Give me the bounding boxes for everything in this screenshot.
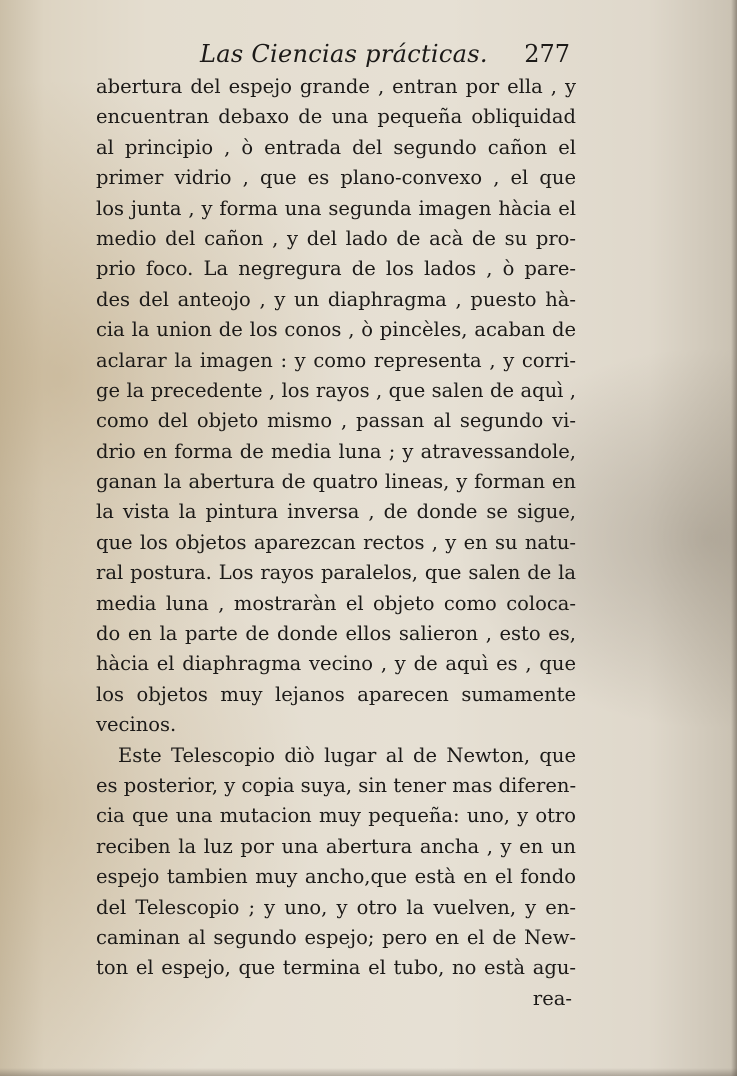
text-line: al principio , ò entrada del segundo cañon el	[96, 135, 576, 159]
catchword: rea-	[532, 986, 572, 1010]
text-line: los objetos muy lejanos aparecen sumamente	[96, 682, 576, 706]
text-line: abertura del espejo grande , entran por ella , y	[96, 75, 576, 98]
text-line: como del objeto mismo , passan al segundo vi-	[96, 409, 576, 433]
text-line: ge la precedente , los rayos , que salen de aquì ,	[96, 378, 576, 402]
text-line: ral postura. Los rayos paralelos, que salen de la	[96, 561, 576, 585]
text-line: cia la union de los conos , ò pincèles, acaban de	[96, 318, 576, 342]
text-line: des del anteojo , y un diaphragma , puesto hà-	[96, 287, 576, 311]
text-line: ganan la abertura de quatro lineas, y forman en	[96, 470, 576, 494]
text-line: drio en forma de media luna ; y atravessandole,	[96, 439, 576, 463]
page-edge-right	[731, 0, 737, 1076]
text-line: la vista la pintura inversa , de donde se sigue,	[96, 500, 576, 524]
text-line: aclarar la imagen : y como representa , y corri-	[96, 348, 576, 372]
text-line-paragraph-end: vecinos.	[96, 713, 177, 737]
text-line-paragraph-start: Este Telescopio diò lugar al de Newton, que	[118, 743, 576, 767]
text-line: do en la parte de donde ellos salieron , esto es,	[96, 622, 576, 646]
text-line: es posterior, y copia suya, sin tener mas diferen-	[96, 773, 576, 797]
page-edge-bottom	[0, 1068, 737, 1076]
text-line: caminan al segundo espejo; pero en el de New-	[96, 925, 576, 949]
body-text	[96, 72, 576, 1014]
text-line: hàcia el diaphragma vecino , y de aquì es , que	[96, 652, 576, 676]
text-line: primer vidrio , que es plano-convexo , el que	[96, 166, 576, 190]
text-line: prio foco. La negregura de los lados , ò pare-	[96, 257, 576, 281]
text-line: reciben la luz por una abertura ancha , y en un	[96, 834, 576, 858]
text-line: encuentran debaxo de una pequeña obliquidad	[96, 105, 576, 129]
text-line: medio del cañon , y del lado de acà de su pro-	[96, 226, 576, 250]
text-line: ton el espejo, que termina el tubo, no està agu-	[96, 956, 576, 980]
text-line: media luna , mostraràn el objeto como coloca-	[96, 591, 576, 615]
text-line: del Telescopio ; y uno, y otro la vuelven, y en-	[96, 895, 576, 919]
page-header	[200, 40, 580, 70]
text-line: cia que una mutacion muy pequeña: uno, y otro	[96, 804, 576, 828]
page-number: 277	[524, 40, 570, 68]
text-line: los junta , y forma una segunda imagen hàcia el	[96, 196, 576, 220]
text-line: que los objetos aparezcan rectos , y en su natu-	[96, 530, 576, 554]
running-title: Las Ciencias prácticas.	[200, 40, 488, 68]
text-line: espejo tambien muy ancho,que està en el fondo	[96, 865, 576, 889]
